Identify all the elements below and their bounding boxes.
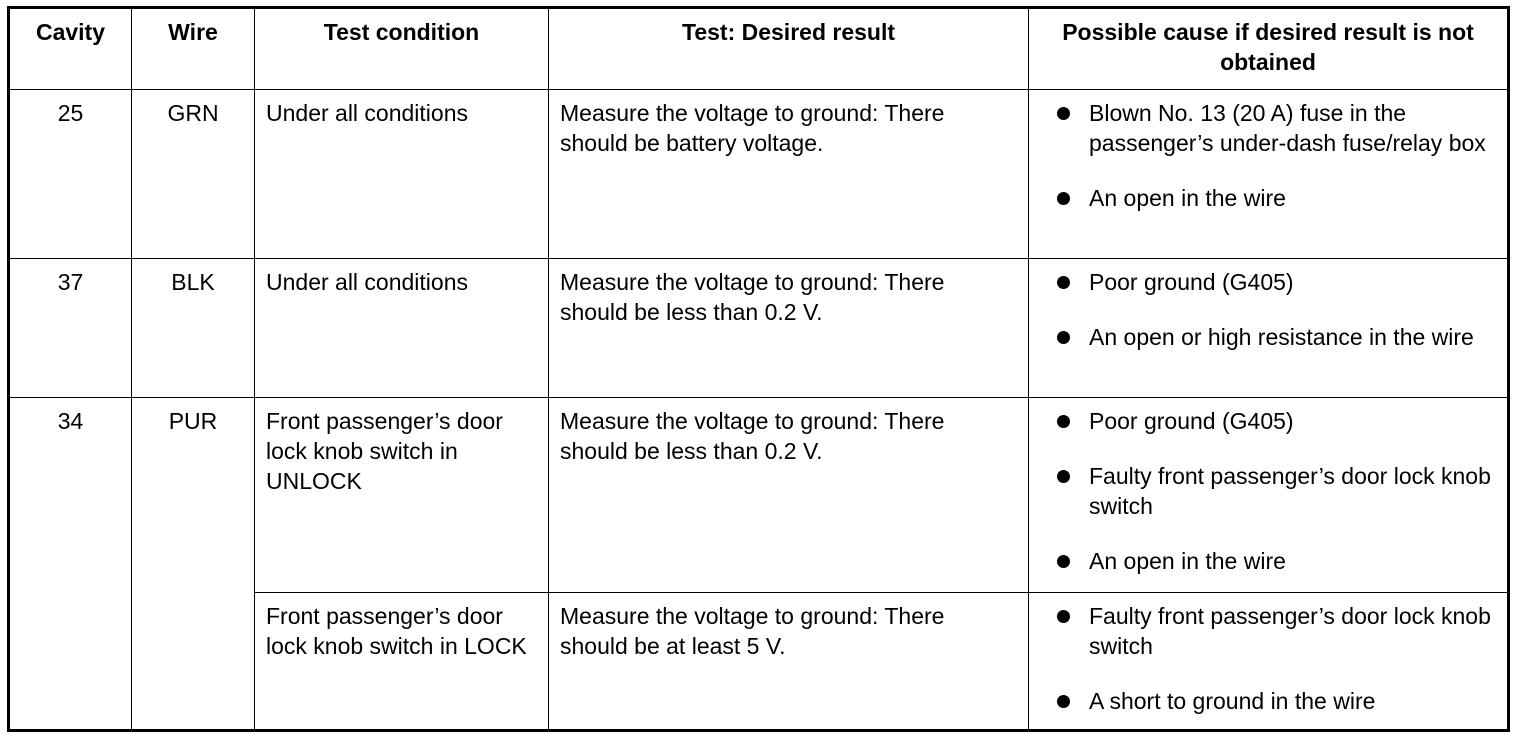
cause-item <box>1057 601 1497 661</box>
table-row <box>9 259 1509 398</box>
cause-list <box>1057 98 1497 213</box>
condition-cell: Front passenger’s door lock knob switch in UNLOCK <box>255 398 549 593</box>
cause-item <box>1057 686 1497 716</box>
header-wire: Wire <box>132 8 255 90</box>
header-possible-cause: Possible cause if desired result is not obtained <box>1029 8 1509 90</box>
result-cell: Measure the voltage to ground: There should be less than 0.2 V. <box>549 398 1029 593</box>
header-test-condition: Test condition <box>255 8 549 90</box>
bullet-icon <box>1057 331 1070 344</box>
cause-text: Faulty front passenger’s door lock knob switch <box>1089 603 1491 659</box>
table-row <box>9 398 1509 593</box>
cause-text: Poor ground (G405) <box>1089 269 1294 295</box>
causes-cell <box>1029 259 1509 398</box>
bullet-icon <box>1057 107 1070 120</box>
wire-cell: BLK <box>132 259 255 398</box>
diagnostic-table <box>7 6 1510 732</box>
cause-text: Faulty front passenger’s door lock knob switch <box>1089 463 1491 519</box>
result-cell: Measure the voltage to ground: There should be less than 0.2 V. <box>549 259 1029 398</box>
bullet-icon <box>1057 192 1070 205</box>
wire-cell: PUR <box>132 398 255 731</box>
cavity-cell: 37 <box>9 259 132 398</box>
cause-text: A short to ground in the wire <box>1089 688 1376 714</box>
cause-item <box>1057 461 1497 521</box>
condition-cell: Under all conditions <box>255 259 549 398</box>
bullet-icon <box>1057 415 1070 428</box>
cause-item <box>1057 322 1497 352</box>
table-row <box>9 90 1509 259</box>
cause-item <box>1057 98 1497 158</box>
cause-text: An open in the wire <box>1089 185 1286 211</box>
cause-item <box>1057 546 1497 576</box>
cause-text: Poor ground (G405) <box>1089 408 1294 434</box>
cause-item <box>1057 406 1497 436</box>
cause-item <box>1057 183 1497 213</box>
cause-text: An open or high resistance in the wire <box>1089 324 1474 350</box>
header-desired-result: Test: Desired result <box>549 8 1029 90</box>
bullet-icon <box>1057 276 1070 289</box>
condition-cell: Front passenger’s door lock knob switch in LOCK <box>255 593 549 731</box>
bullet-icon <box>1057 695 1070 708</box>
cause-text: An open in the wire <box>1089 548 1286 574</box>
causes-cell <box>1029 593 1509 731</box>
header-cavity: Cavity <box>9 8 132 90</box>
condition-cell: Under all conditions <box>255 90 549 259</box>
result-cell: Measure the voltage to ground: There should be at least 5 V. <box>549 593 1029 731</box>
wire-cell: GRN <box>132 90 255 259</box>
result-cell: Measure the voltage to ground: There should be battery voltage. <box>549 90 1029 259</box>
bullet-icon <box>1057 470 1070 483</box>
cause-item <box>1057 267 1497 297</box>
causes-cell <box>1029 398 1509 593</box>
cause-list <box>1057 601 1497 716</box>
cause-text: Blown No. 13 (20 A) fuse in the passenger’s under-dash fuse/relay box <box>1089 100 1486 156</box>
causes-cell <box>1029 90 1509 259</box>
bullet-icon <box>1057 610 1070 623</box>
cavity-cell: 34 <box>9 398 132 731</box>
cause-list <box>1057 406 1497 576</box>
header-row <box>9 8 1509 90</box>
bullet-icon <box>1057 555 1070 568</box>
cavity-cell: 25 <box>9 90 132 259</box>
cause-list <box>1057 267 1497 352</box>
